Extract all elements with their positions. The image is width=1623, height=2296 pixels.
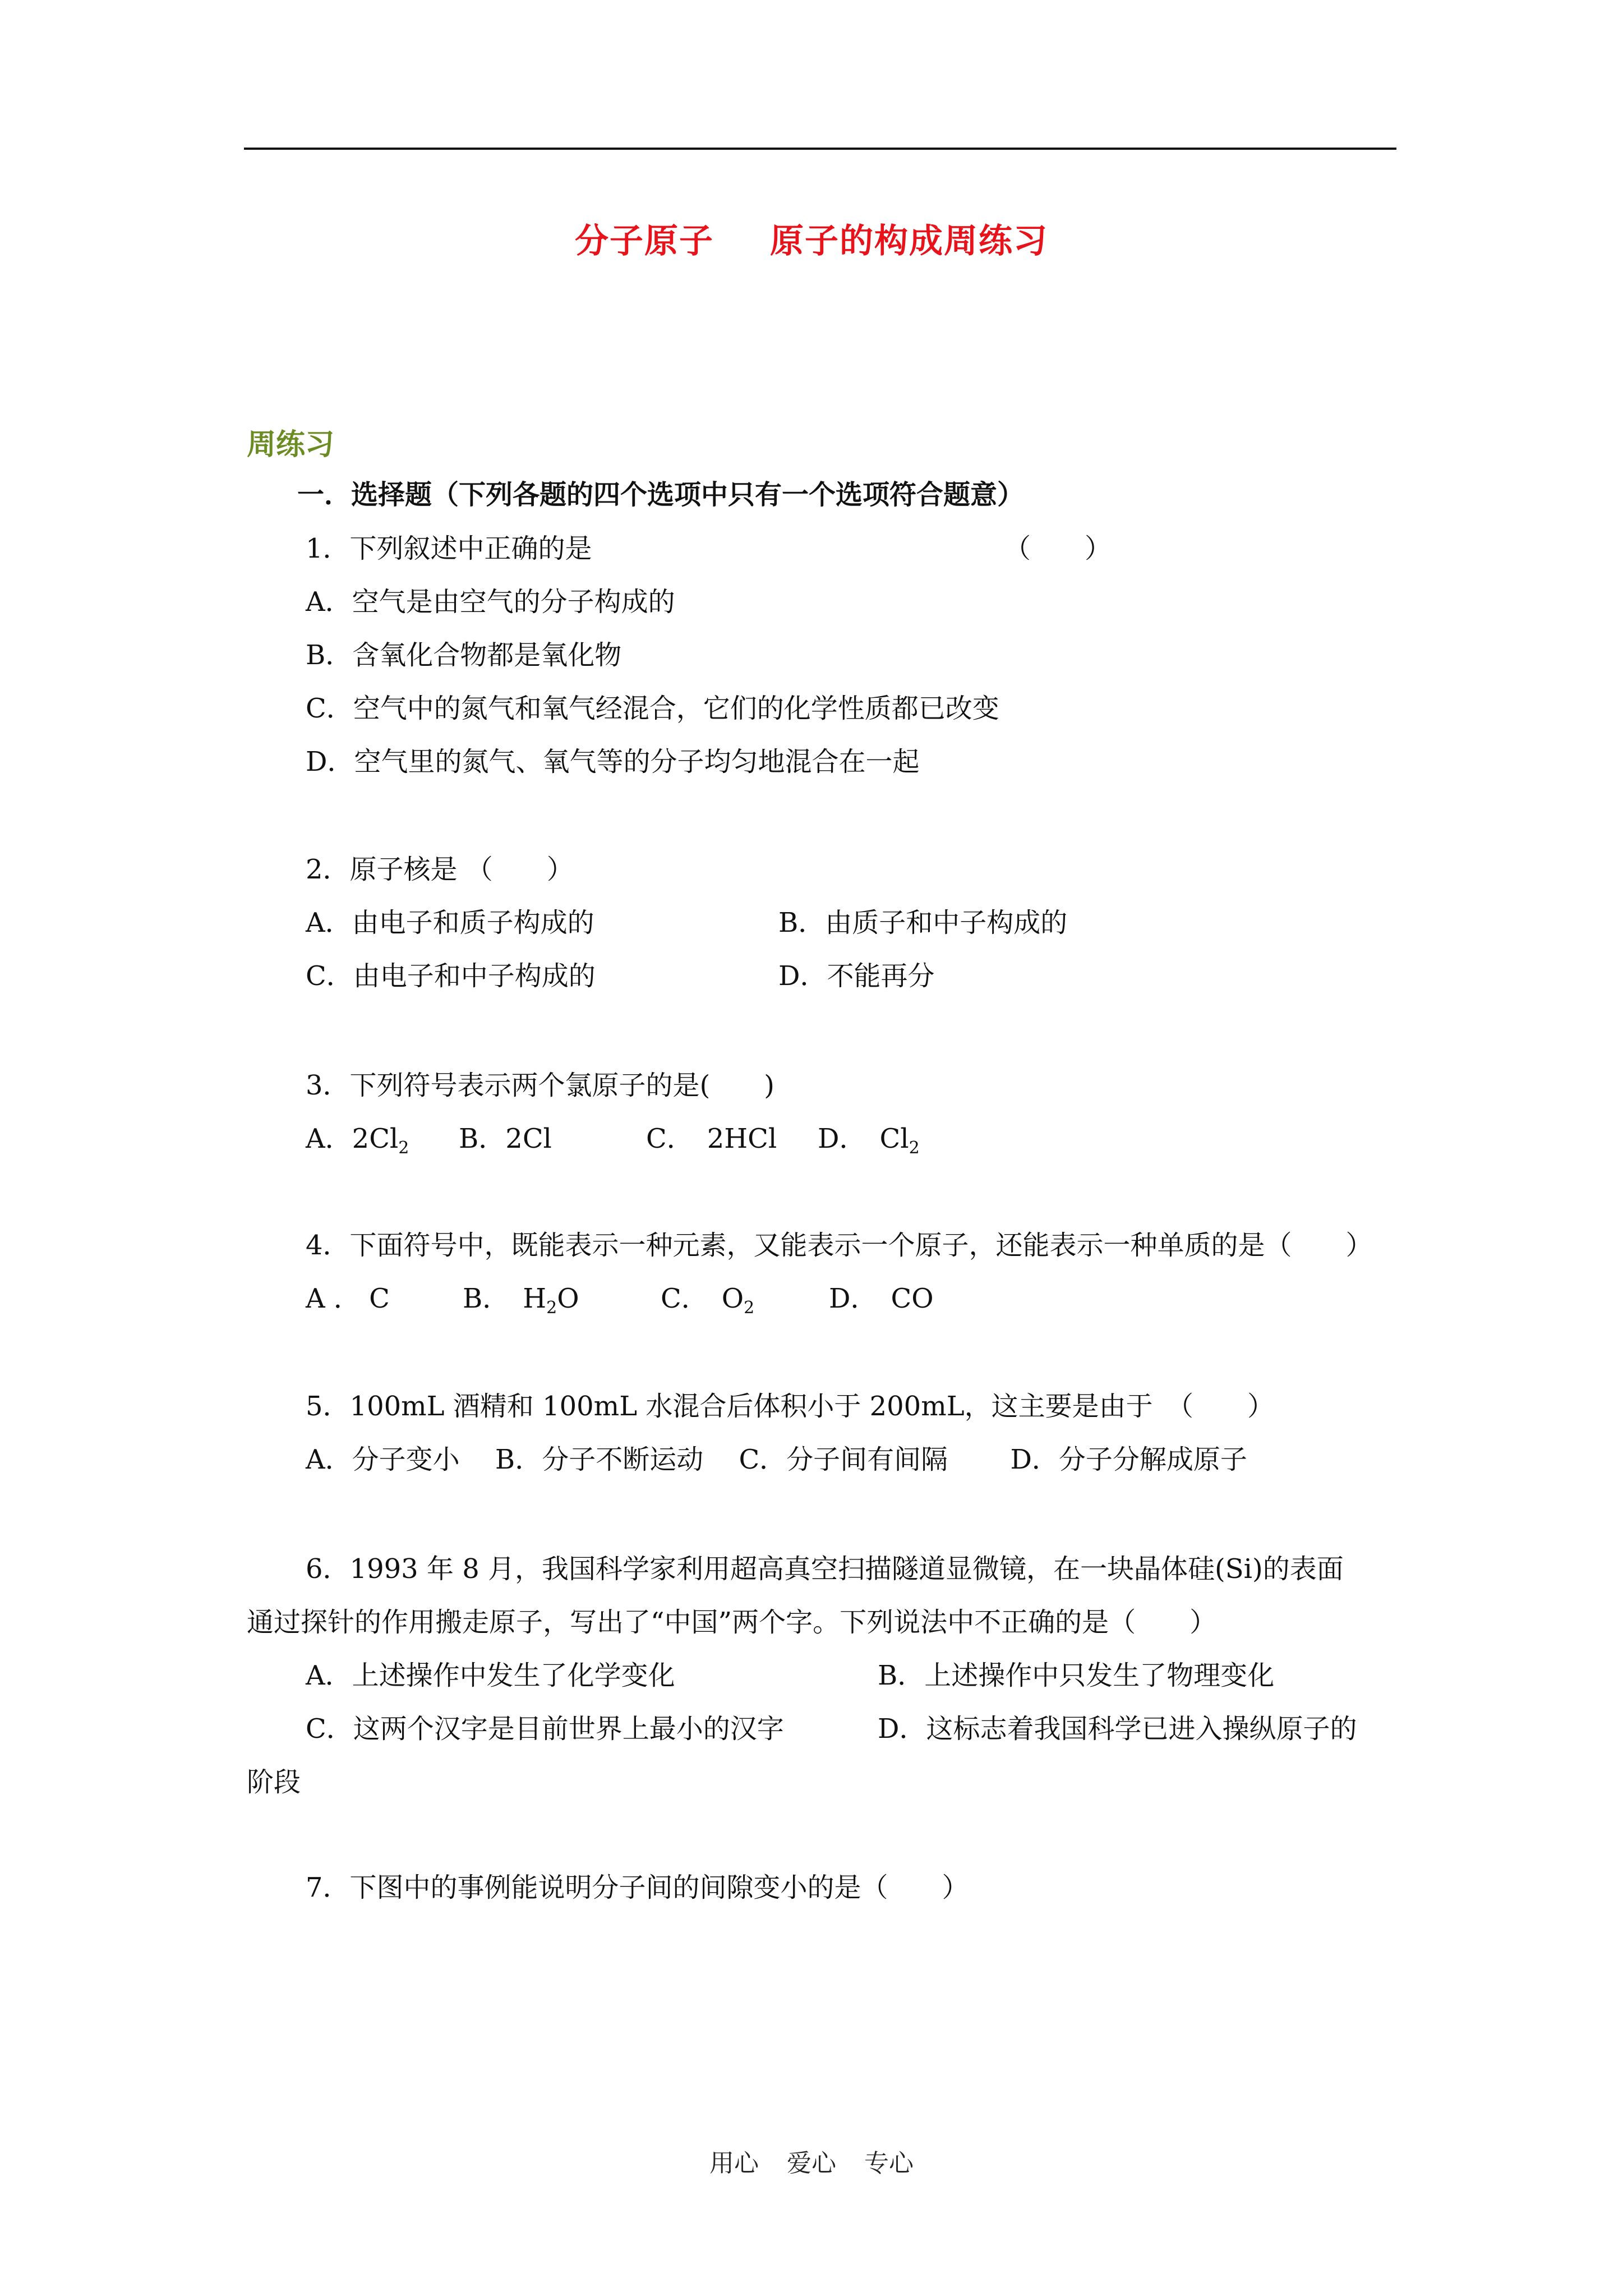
q1-option-a: A．空气是由空气的分子构成的 bbox=[306, 586, 675, 618]
header-rule bbox=[244, 148, 1396, 150]
q6-option-b: B．上述操作中只发生了物理变化 bbox=[878, 1660, 1275, 1691]
q6-option-d: D．这标志着我国科学已进入操纵原子的 bbox=[878, 1713, 1357, 1745]
footer-part1: 用心 bbox=[709, 2149, 759, 2178]
q6-option-d-continued: 阶段 bbox=[247, 1766, 301, 1798]
title-part2: 原子的构成周练习 bbox=[770, 222, 1048, 261]
q1-option-d: D．空气里的氮气、氧气等的分子均匀地混合在一起 bbox=[306, 746, 920, 777]
title-part1: 分子原子 bbox=[575, 222, 714, 261]
q6-stem-line1: 6．1993 年 8 月，我国科学家利用超高真空扫描隧道显微镜，在一块晶体硅(Si)的表面 bbox=[306, 1553, 1344, 1585]
q2-option-c: C．由电子和中子构成的 bbox=[306, 960, 596, 992]
q2-stem: 2．原子核是 （ ） bbox=[306, 854, 574, 885]
q2-option-a: A．由电子和质子构成的 bbox=[306, 907, 594, 938]
section-heading: 周练习 bbox=[247, 428, 335, 462]
q2-option-b: B．由质子和中子构成的 bbox=[778, 907, 1068, 938]
q5-answer-blank: （ ） bbox=[1166, 1391, 1275, 1422]
footer-part3: 专心 bbox=[864, 2149, 914, 2178]
q1-answer-blank: （ ） bbox=[1004, 533, 1112, 564]
page-footer bbox=[0, 2143, 1623, 2179]
section-instruction: 一．选择题（下列各题的四个选项中只有一个选项符合题意） bbox=[297, 479, 1025, 510]
footer-part2: 爱心 bbox=[787, 2149, 836, 2178]
q4-option-a: A ． C bbox=[306, 1283, 390, 1314]
q4-stem: 4．下面符号中，既能表示一种元素，又能表示一个原子，还能表示一种单质的是（ ） bbox=[306, 1230, 1373, 1261]
q5-stem: 5．100mL 酒精和 100mL 水混合后体积小于 200mL，这主要是由于 bbox=[306, 1391, 1153, 1422]
page-title bbox=[0, 214, 1623, 263]
q3-option-d: D． $Cl_2$ bbox=[818, 1123, 920, 1158]
q3-option-c: C． 2HCl bbox=[646, 1123, 777, 1154]
q6-option-a: A．上述操作中发生了化学变化 bbox=[306, 1660, 675, 1691]
q2-option-d: D．不能再分 bbox=[778, 960, 935, 992]
q4-option-d: D． CO bbox=[829, 1283, 934, 1314]
q6-stem-line2: 通过探针的作用搬走原子，写出了“中国”两个字。下列说法中不正确的是（ ） bbox=[247, 1607, 1217, 1638]
q3-option-a: A．$2Cl_2$ bbox=[306, 1123, 409, 1158]
q1-stem: 1．下列叙述中正确的是 bbox=[306, 533, 592, 564]
q7-stem: 7．下图中的事例能说明分子间的间隙变小的是（ ） bbox=[306, 1872, 969, 1903]
q3-stem: 3．下列符号表示两个氯原子的是( ) bbox=[306, 1070, 774, 1101]
q4-option-c: C． $O_2$ bbox=[661, 1283, 755, 1318]
q4-option-b: B． $H_2O$ bbox=[463, 1283, 579, 1318]
q6-option-c: C．这两个汉字是目前世界上最小的汉字 bbox=[306, 1713, 784, 1745]
q1-option-b: B．含氧化合物都是氧化物 bbox=[306, 639, 622, 671]
q5-options: A．分子变小 B．分子不断运动 C．分子间有间隔 D．分子分解成原子 bbox=[306, 1444, 1247, 1475]
q3-option-b: B．2Cl bbox=[459, 1123, 552, 1154]
q1-option-c: C．空气中的氮气和氧气经混合，它们的化学性质都已改变 bbox=[306, 693, 999, 724]
